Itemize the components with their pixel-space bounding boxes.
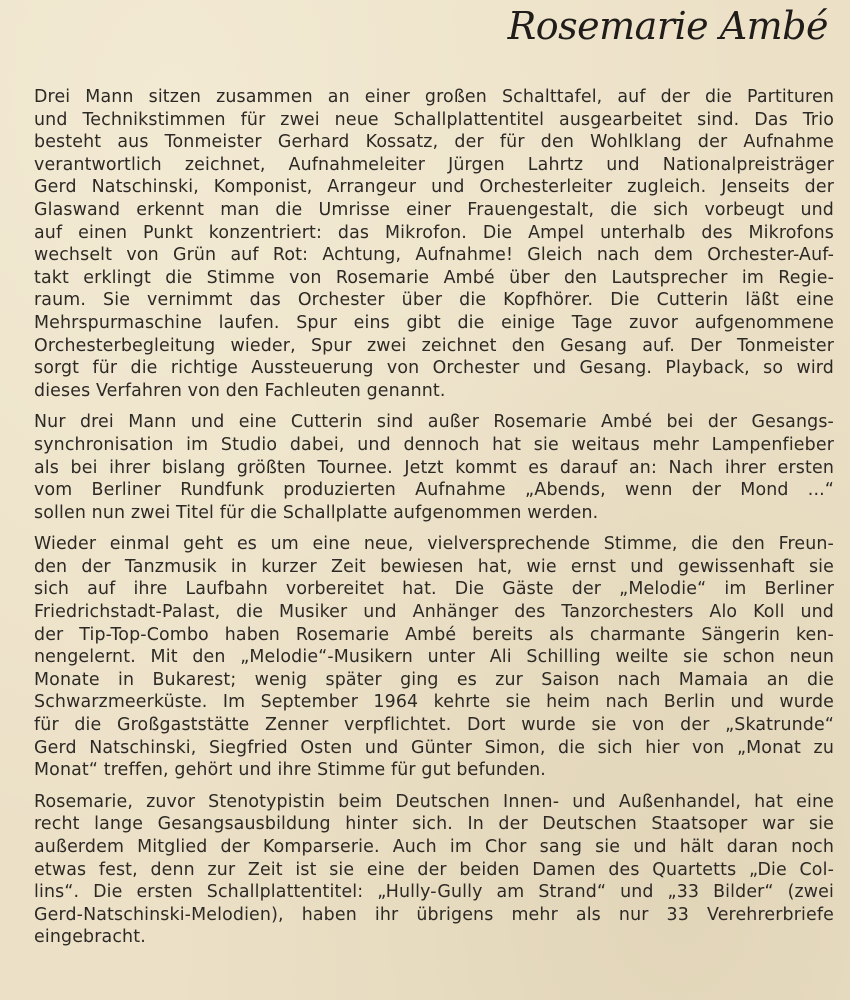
- text-line: Gerd Natschinski, Siegfried Osten und Günter Simon, die sich hier von „Monat zu: [34, 737, 834, 758]
- text-line: sollen nun zwei Titel für die Schallplatte aufgenommen werden.: [34, 502, 599, 523]
- text-line: besteht aus Tonmeister Gerhard Kossatz, der für den Wohlklang der Aufnahme: [34, 132, 834, 153]
- text-line: recht lange Gesangsausbildung hinter sich. In der Deutschen Staatsoper war sie: [34, 814, 834, 835]
- text-line: sich auf ihre Laufbahn vorbereitet hat. Die Gäste der „Melodie“ im Berliner: [34, 579, 834, 600]
- text-line: außerdem Mitglied der Komparserie. Auch im Chor sang sie und hält daran noch: [34, 837, 834, 857]
- text-line: lins“. Die ersten Schallplattentitel: „Hully-Gully am Strand“ und „33 Bilder“ (zwei: [34, 882, 834, 903]
- text-line: nengelernt. Mit den „Melodie“-Musikern unter Ali Schilling weilte sie schon neun: [34, 647, 834, 668]
- text-line: als bei ihrer bislang größten Tournee. Jetzt kommt es darauf an: Nach ihrer ersten: [34, 457, 834, 478]
- text-line: Drei Mann sitzen zusammen an einer großen Schalttafel, auf der die Partituren: [34, 87, 834, 107]
- text-line: takt erklingt die Stimme von Rosemarie Ambé über den Lautsprecher im Regie-: [34, 267, 834, 288]
- text-line: vom Berliner Rundfunk produzierten Aufnahme „Abends, wenn der Mond ...“: [34, 480, 834, 501]
- text-line: Glaswand erkennt man die Umrisse einer Frauengestalt, die sich vorbeugt und: [34, 199, 834, 220]
- paragraph-4: [34, 791, 834, 949]
- text-line: Schwarzmeerküste. Im September 1964 kehrte sie heim nach Berlin und wurde: [34, 692, 834, 713]
- text-line: raum. Sie vernimmt das Orchester über die Kopfhörer. Die Cutterin läßt eine: [34, 290, 834, 311]
- text-line: für die Großgaststätte Zenner verpflichtet. Dort wurde sie von der „Skatrunde“: [34, 715, 834, 736]
- text-line: auf einen Punkt konzentriert: das Mikrofon. Die Ampel unterhalb des Mikrofons: [34, 222, 834, 243]
- text-line: dieses Verfahren von den Fachleuten genannt.: [34, 380, 446, 401]
- text-line: der Tip-Top-Combo haben Rosemarie Ambé bereits als charmante Sängerin ken-: [34, 624, 834, 645]
- paragraph-2: [34, 411, 834, 524]
- text-line: Orchesterbegleitung wieder, Spur zwei zeichnet den Gesang auf. Der Tonmeister: [34, 335, 834, 356]
- text-line: Mehrspurmaschine laufen. Spur eins gibt die einige Tage zuvor aufgenommene: [34, 312, 834, 333]
- text-line: Gerd-Natschinski-Melodien), haben ihr übrigens mehr als nur 33 Verehrerbriefe: [34, 904, 834, 925]
- paragraph-3: [34, 533, 834, 782]
- text-line: Gerd Natschinski, Komponist, Arrangeur und Orchesterleiter zugleich. Jenseits der: [34, 177, 834, 198]
- text-line: und Technikstimmen für zwei neue Schallplattentitel ausgearbeitet sind. Das Trio: [34, 109, 834, 130]
- text-line: etwas fest, denn zur Zeit ist sie eine der beiden Damen des Quartetts „Die Col-: [34, 859, 834, 880]
- text-line: Monate in Bukarest; wenig später ging es zur Saison nach Mamaia an die: [34, 669, 834, 690]
- text-line: Nur drei Mann und eine Cutterin sind außer Rosemarie Ambé bei der Gesangs-: [34, 412, 834, 433]
- article-body: [34, 86, 834, 958]
- text-line: Monat“ treffen, gehört und ihre Stimme für gut befunden.: [34, 760, 546, 781]
- text-line: verantwortlich zeichnet, Aufnahmeleiter Jürgen Lahrtz und Nationalpreisträger: [34, 154, 834, 175]
- article-title: Rosemarie Ambé: [507, 4, 828, 48]
- text-line: Wieder einmal geht es um eine neue, vielversprechende Stimme, die den Freun-: [34, 534, 834, 555]
- paragraph-1: [34, 86, 834, 402]
- text-line: synchronisation im Studio dabei, und dennoch hat sie weitaus mehr Lampenfieber: [34, 434, 834, 455]
- text-line: eingebracht.: [34, 927, 146, 948]
- text-line: den der Tanzmusik in kurzer Zeit bewiesen hat, wie ernst und gewissenhaft sie: [34, 556, 834, 577]
- text-line: Rosemarie, zuvor Stenotypistin beim Deutschen Innen- und Außenhandel, hat eine: [34, 791, 834, 812]
- text-line: sorgt für die richtige Aussteuerung von Orchester und Gesang. Playback, so wird: [34, 358, 834, 379]
- text-line: Friedrichstadt-Palast, die Musiker und Anhänger des Tanzorchesters Alo Koll und: [34, 602, 834, 623]
- text-line: wechselt von Grün auf Rot: Achtung, Aufnahme! Gleich nach dem Orchester-Auf-: [34, 245, 834, 266]
